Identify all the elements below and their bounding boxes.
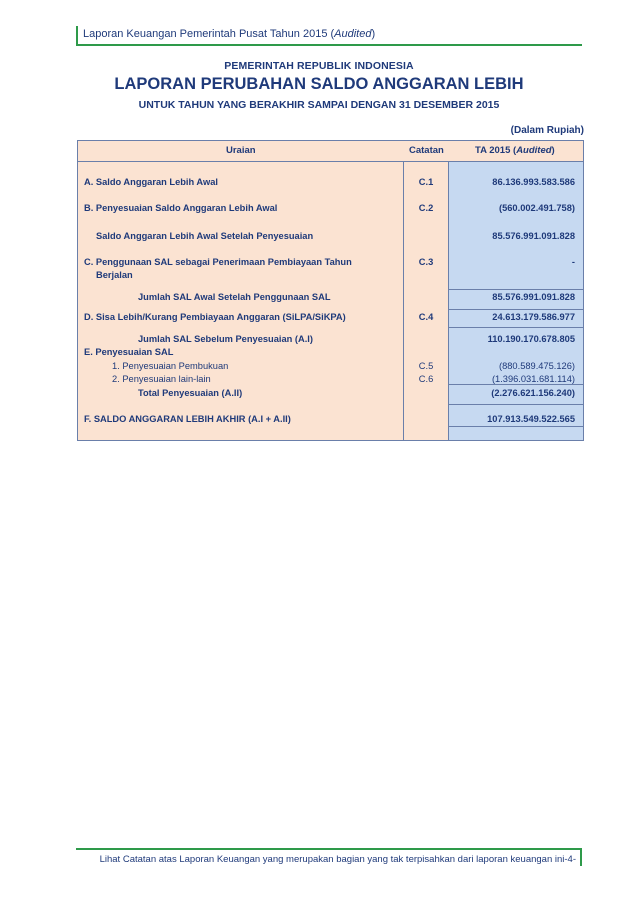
header-amount: TA 2015 (Audited) bbox=[475, 145, 555, 156]
running-title: Laporan Keuangan Pemerintah Pusat Tahun 2015 (Audited) bbox=[83, 28, 376, 40]
row-e1-note: C.5 bbox=[418, 361, 434, 371]
footer-rule-horizontal bbox=[76, 848, 582, 850]
row-d-amount: 24.613.179.586.977 bbox=[492, 312, 575, 322]
amount-rule bbox=[449, 404, 583, 405]
row-d-note: C.4 bbox=[418, 312, 434, 322]
header-catatan: Catatan bbox=[409, 145, 444, 156]
running-header bbox=[76, 26, 582, 46]
amount-rule bbox=[449, 309, 583, 310]
amount-rule bbox=[449, 384, 583, 385]
currency-unit: (Dalam Rupiah) bbox=[510, 125, 584, 136]
page-footer bbox=[76, 848, 582, 866]
amount-rule bbox=[449, 327, 583, 328]
row-d-label: D. Sisa Lebih/Kurang Pembiayaan Anggaran (SiLPA/SiKPA) bbox=[84, 312, 346, 322]
amount-rule bbox=[449, 426, 583, 427]
row-c-amount: - bbox=[571, 257, 575, 267]
row-a-note: C.1 bbox=[418, 177, 434, 187]
row-sum-before-adjustment-amount: 110.190.170.678.805 bbox=[487, 334, 575, 344]
row-e2-amount: (1.396.031.681.114) bbox=[491, 374, 575, 384]
row-a-label: A. Saldo Anggaran Lebih Awal bbox=[84, 177, 218, 187]
amount-rule bbox=[449, 289, 583, 290]
row-e1-label: 1. Penyesuaian Pembukuan bbox=[112, 361, 229, 371]
row-e2-note: C.6 bbox=[418, 374, 434, 384]
header-uraian: Uraian bbox=[226, 145, 256, 156]
row-sum-after-use-amount: 85.576.991.091.828 bbox=[492, 292, 575, 302]
report-title-block bbox=[0, 60, 638, 111]
header-rule-horizontal bbox=[76, 44, 582, 46]
table-header-row bbox=[78, 141, 583, 162]
row-after-adjustment-amount: 85.576.991.091.828 bbox=[492, 231, 575, 241]
row-after-adjustment-label: Saldo Anggaran Lebih Awal Setelah Penyesuaian bbox=[96, 231, 314, 241]
row-total-adjustment-amount: (2.276.621.156.240) bbox=[491, 388, 575, 398]
footer-note: Lihat Catatan atas Laporan Keuangan yang merupakan bagian yang tak terpisahkan dari laporan keuangan ini-4- bbox=[99, 854, 576, 865]
footer-rule-vertical bbox=[580, 848, 582, 866]
row-f-amount: 107.913.549.522.565 bbox=[487, 414, 575, 424]
row-a-amount: 86.136.993.583.586 bbox=[492, 177, 575, 187]
row-sum-before-adjustment-label: Jumlah SAL Sebelum Penyesuaian (A.I) bbox=[138, 334, 313, 344]
row-b-note: C.2 bbox=[418, 203, 434, 213]
sal-statement-table bbox=[77, 140, 584, 441]
row-e-label: E. Penyesuaian SAL bbox=[84, 347, 174, 357]
government-name: PEMERINTAH REPUBLIK INDONESIA bbox=[224, 60, 414, 72]
row-sum-after-use-label: Jumlah SAL Awal Setelah Penggunaan SAL bbox=[138, 292, 331, 302]
row-c-note: C.3 bbox=[418, 257, 434, 267]
row-b-label: B. Penyesuaian Saldo Anggaran Lebih Awal bbox=[84, 203, 278, 213]
row-e1-amount: (880.589.475.126) bbox=[499, 361, 575, 371]
report-period: UNTUK TAHUN YANG BERAKHIR SAMPAI DENGAN 31 DESEMBER 2015 bbox=[138, 99, 500, 111]
row-c-label: C. Penggunaan SAL sebagai Penerimaan Pembiayaan Tahun bbox=[84, 257, 352, 267]
row-b-amount: (560.002.491.758) bbox=[499, 203, 575, 213]
column-divider bbox=[448, 141, 449, 440]
header-rule-vertical bbox=[76, 26, 78, 45]
row-c-label-continued: Berjalan bbox=[96, 270, 133, 280]
row-e2-label: 2. Penyesuaian lain-lain bbox=[112, 374, 211, 384]
row-f-label: F. SALDO ANGGARAN LEBIH AKHIR (A.I + A.II) bbox=[84, 414, 291, 424]
report-title: LAPORAN PERUBAHAN SALDO ANGGARAN LEBIH bbox=[114, 75, 524, 93]
row-total-adjustment-label: Total Penyesuaian (A.II) bbox=[138, 388, 243, 398]
